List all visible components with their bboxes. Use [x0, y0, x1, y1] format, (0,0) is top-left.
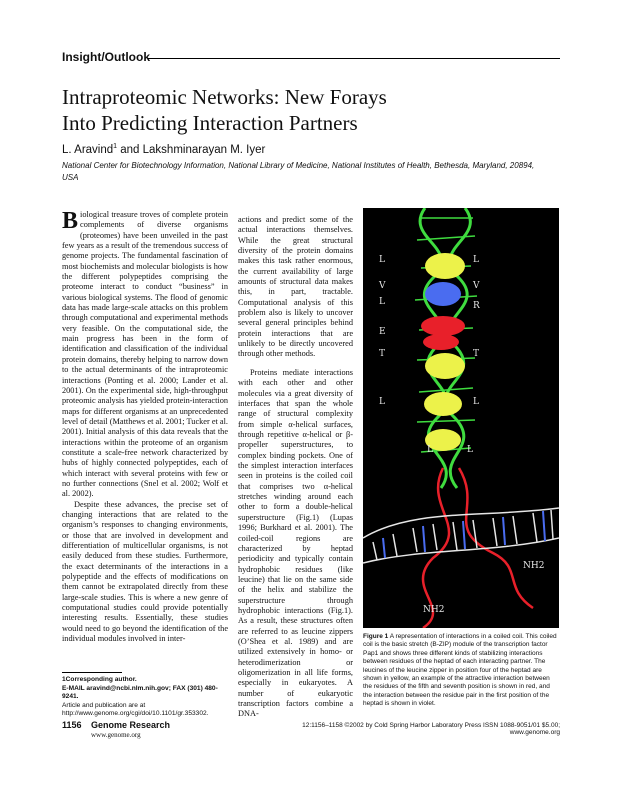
footnote-email: E-MAIL aravind@ncbi.nlm.nih.gov; FAX (301) 480-9241.: [62, 684, 218, 700]
footnote: [62, 676, 228, 719]
section-label: Insight/Outlook: [62, 50, 150, 64]
body-column-1: [62, 210, 228, 644]
residue-label-left-2: V: [379, 281, 386, 291]
nh2-label-1: NH2: [523, 561, 545, 571]
authors: [62, 143, 265, 156]
paragraph-3: actions and predict some of the actual interactions themselves. While the great structural diversity of the protein domains makes this task rather enormous, the current availability of large amounts of structural data makes this, in part, tractable. Computational analysis of this problem also is likely to uncover several general principles behind protein interactions that are unlikely to be directly uncovered through other methods.: [238, 215, 353, 359]
residue-label-right-5: L: [473, 397, 479, 407]
paragraph-4: Proteins mediate interactions with each other and other molecules via a great diversity of interfaces that span the whole range of structural complexity from simple α-helical surfaces, through repetitive α-helical or β-propeller superstructures, to complex binding pockets. One of the simplest interaction interfaces seen in proteins is the coiled coil that comprises two α-helical stretches winding around each other to form a double-helical superstructure (Fig.1) (Lupas 1996; Burkhard et al. 2001). The coiled-coil regions are characterized by heptad periodicity and typically contain hydrophobic residues (like leucine) that lie on the same side of the helix and stabilize the superstructure through hydrophobic interactions (Fig.1). As a result, these structures often are referred to as leucine zippers (O’Shea et al. 1989) and are utilized extensively in homo- or heterodimerization or oligomerization in all life forms, especially in eukaryotes. A number of eukaryotic transcription factors combine a DNA-: [238, 368, 353, 719]
coiled-coil-illustration: [363, 208, 559, 628]
residue-label-left-5: T: [379, 349, 386, 359]
footnote-note: Article and publication are at http://www.genome.org/cgi/doi/10.1101/gr.353302.: [62, 701, 209, 717]
footnote-title: 1Corresponding author.: [62, 676, 137, 683]
residue-label-left-3: L: [379, 297, 385, 307]
author-footnote-marker: 1: [113, 143, 118, 150]
paragraph-1-text: iological treasure troves of complete protein complements of diverse organisms (proteomes) have been unveiled in the past few years as a result of the tremendous success of genome projects. The fundamental fascination of most biochemists and molecular biologists is how the different polypeptides comprising the proteome interact to conduct “business” in various biological systems. The flood of genomic data has made large-scale attacks on this problem through computational and experimental methods very feasible. On the computational side, the main progress has been in the form of identification and classification of the individual protein domains, thereby helping to narrow down to the actual determinants of the intraproteomic interactions (Ponting et al. 2000; Lander et al. 2001). On the experimental side, high-throughput proteomic analysis has yielded protein-interaction maps for different organisms at an unprecedented level of detail (Matthews et al. 2001; Tucker et al. 2001). Initial analysis of this data reveals that the interactions within the proteome of an organism constitute a scale-free network characterized by hubs of highly connected polypeptides, each of which interact with several proteins with few or no further connections (Snel et al. 2002; Wolf et al. 2002).: [62, 210, 228, 499]
figure-caption: [363, 633, 559, 709]
section-rule: [148, 58, 560, 59]
residue-label-right-3: R: [473, 301, 480, 311]
citation-line: 12:1156–1158 ©2002 by Cold Spring Harbor Laboratory Press ISSN 1088-9051/01 $5.00; www.genome.org: [302, 722, 560, 736]
residue-label-right-6: L: [467, 445, 473, 455]
residue-label-right-1: L: [473, 255, 479, 265]
figure-caption-text: A representation of interactions in a coiled coil. This coiled coil is the basic stretch (B-ZIP) module of the transcription factor Pap1 and shows three different kinds of stabilizing interactions between residues of the heptad of each interacting partner. The leucines of the leucine zipper in position four of the heptad are shown in yellow, an example of the attractive interaction between the residues of the fifth and seventh position is shown in red, and the interaction between the residue pair in the first position of the heptad is shown in violet.: [363, 633, 557, 708]
residue-label-left-7: L: [427, 445, 433, 455]
body-column-2-bottom: [238, 368, 353, 720]
residue-label-right-2: V: [473, 281, 480, 291]
dna-duplex: [363, 508, 559, 563]
figure-caption-label: Figure 1: [363, 633, 389, 640]
author-2: and Lakshminarayan M. Iyer: [117, 143, 266, 156]
residue-label-left-6: L: [379, 397, 385, 407]
affiliation: National Center for Biotechnology Information, National Library of Medicine, National Institutes of Health, Bethesda, Maryland, 20894, USA: [62, 161, 535, 182]
paragraph-1: [62, 210, 228, 500]
journal-name: Genome Research: [91, 720, 171, 730]
author-1: L. Aravind: [62, 143, 114, 156]
article-title: [62, 84, 542, 136]
journal-url: www.genome.org: [91, 731, 141, 739]
figure-1-image: [363, 208, 559, 628]
residue-label-left-1: L: [379, 255, 385, 265]
red-residue-pair: [421, 316, 465, 350]
dna-bases: [383, 511, 545, 558]
nh2-label-2: NH2: [423, 605, 445, 615]
residue-label-right-4: T: [473, 349, 480, 359]
drop-cap: B: [62, 208, 79, 234]
page-number: 1156: [62, 720, 82, 730]
title-line-2: Into Predicting Interaction Partners: [62, 111, 358, 135]
violet-residue-pair: [425, 282, 461, 306]
title-line-1: Intraproteomic Networks: New Forays: [62, 85, 387, 109]
body-column-2-top: [238, 215, 353, 360]
residue-label-left-4: E: [379, 327, 386, 337]
footnote-rule: [62, 672, 122, 673]
paragraph-2: Despite these advances, the precise set of changing interactions that are related to the organism’s responses to changing environments, or those that are involved in development and differentiation of multicellular organisms, is not easily deduced from these studies. Furthermore, the exact determinants of the interactions in a polypeptide and the effects of modifications on them cannot be extrapolated directly from these large-scale studies. This is where a new genre of computational studies could provide potentially interesting results. Essentially, these studies would need to go beyond the identification of the individual modules involved in inter-: [62, 499, 228, 644]
